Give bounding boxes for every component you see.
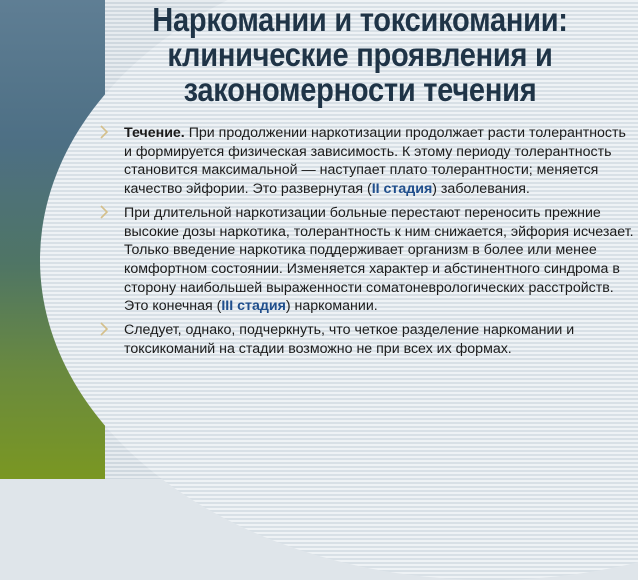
bullet-text-end: ) заболевания. <box>432 181 530 198</box>
title-line-2: клинические проявления и <box>167 36 553 73</box>
stage-label: II стадия <box>371 181 433 198</box>
bullet-text: Следует, однако, подчеркнуть, что четкое разделение наркомании и токсикоманий на стадии возможно не при всех их формах. <box>124 322 575 357</box>
title-line-3: закономерности течения <box>183 71 537 108</box>
bullet-arrow-icon <box>99 125 111 140</box>
bullet-text: При длительной наркотизации больные перестают переносить прежние высокие дозы наркотика, толерантность к ним снижается, эйфория исчезает. Только введение наркотика поддерживает организм в более или менее комфортном состоянии. Изменяется характер и абстинентного синдрома в сторону наибольшей выраженности соматоневрологических расстройств. Это конечная ( <box>124 204 634 315</box>
bullet-lead: Течение. <box>124 125 185 141</box>
slide-title <box>122 2 597 107</box>
stage-label: III стадия <box>221 298 286 315</box>
bullet-item-3 <box>97 321 637 358</box>
bullet-text: При продолжении наркотизации продолжает расти толерантность и формируется физическая зависимость. К этому периоду толерантность становится максимальной — наступает плато толерантности; меняется качество эйфории. Это развернутая ( <box>124 125 626 198</box>
bullet-arrow-icon <box>99 205 111 220</box>
bullet-item-2 <box>97 204 637 316</box>
title-line-1: Наркомании и токсикомании: <box>152 1 568 38</box>
bullet-item-1 <box>97 124 637 199</box>
bullet-arrow-icon <box>99 322 111 337</box>
slide-body <box>97 124 637 363</box>
bullet-text-end: ) наркомании. <box>285 298 378 315</box>
